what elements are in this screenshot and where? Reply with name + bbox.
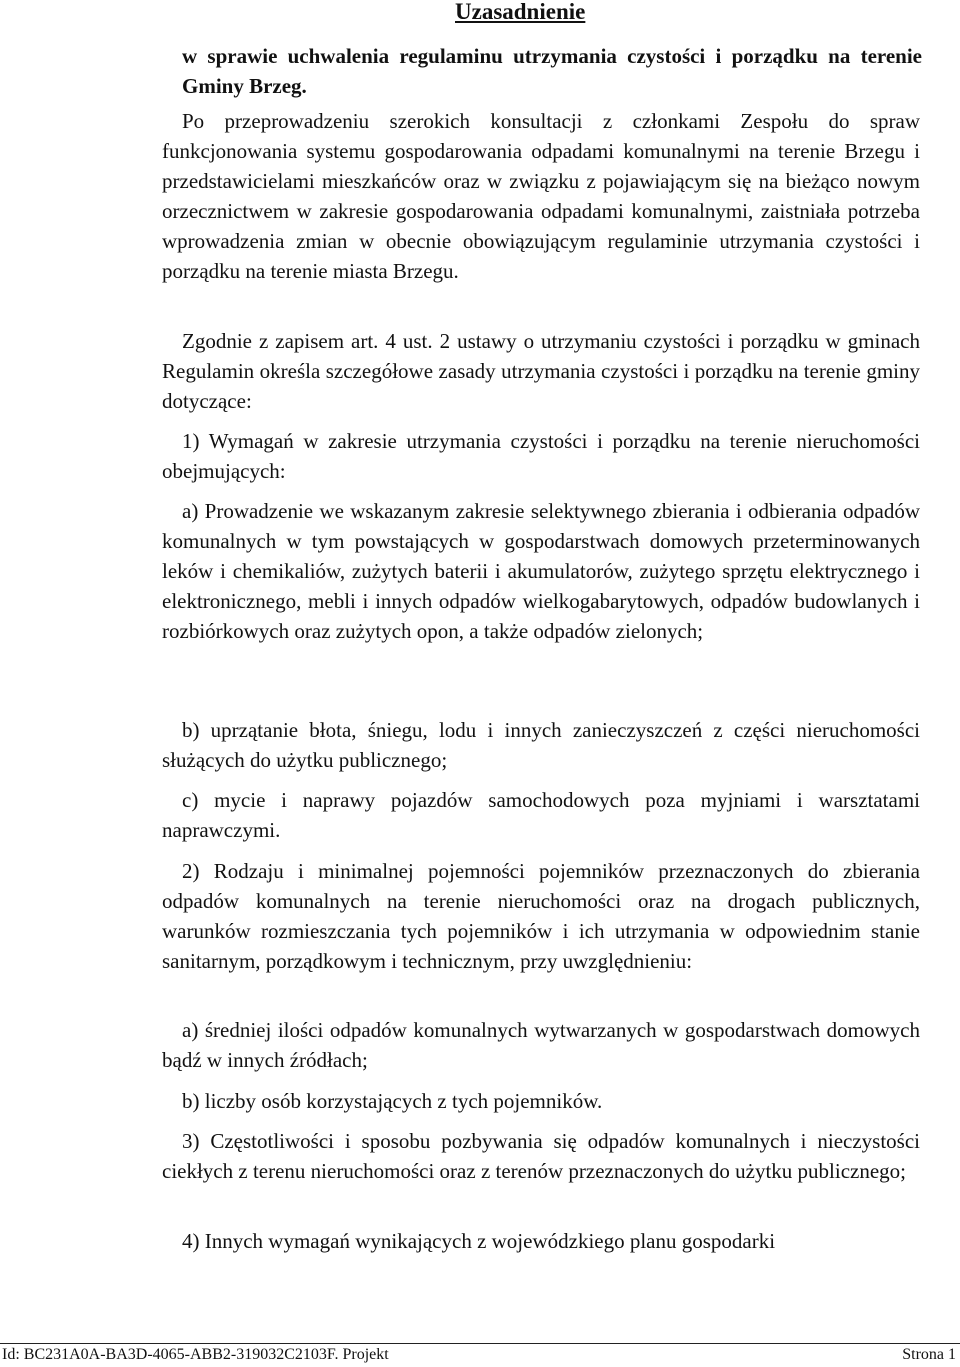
document-title: Uzasadnienie [455,0,586,24]
paragraph-item-3: 3) Częstotliwości i sposobu pozbywania się odpadów komunalnych i nieczystości ciekłych z terenu nieruchomości oraz z terenów przeznaczonych do użytku publicznego; [162,1129,920,1183]
paragraph-item-1b: b) uprzątanie błota, śniegu, lodu i innych zanieczyszczeń z części nieruchomości służących do użytku publicznego; [162,718,920,772]
footer-page-number: Strona 1 [902,1346,956,1363]
document-subtitle: w sprawie uchwalenia regulaminu utrzymania czystości i porządku na terenie Gminy Brzeg. [182,44,922,98]
paragraph-item-2: 2) Rodzaju i minimalnej pojemności pojemników przeznaczonych do zbierania odpadów komunalnych na terenie nieruchomości oraz na drogach publicznych, warunków rozmieszczania tych pojemników i ich utrzymania w odpowiednim stanie sanitarnym, porządkowym i technicznym, przy uwzględnieniu: [162,859,920,973]
footer-divider [0,1343,960,1344]
paragraph-item-1c: c) mycie i naprawy pojazdów samochodowych poza myjniami i warsztatami naprawczymi. [162,788,920,842]
paragraph-item-2b: b) liczby osób korzystających z tych pojemników. [182,1089,603,1113]
paragraph-intro: Po przeprowadzeniu szerokich konsultacji z członkami Zespołu do spraw funkcjonowania systemu gospodarowania odpadami komunalnymi na terenie Brzegu i przedstawicielami mieszkańców oraz w związku z pojawiającym się na bieżąco nowym orzecznictwem w zakresie gospodarowania odpadami komunalnymi, zaistniała potrzeba wprowadzenia zmian w obecnie obowiązującym regulaminie utrzymania czystości i porządku na terenie miasta Brzegu. [162,109,920,283]
paragraph-item-1: 1) Wymagań w zakresie utrzymania czystości i porządku na terenie nieruchomości obejmujących: [162,429,920,483]
paragraph-item-1a: a) Prowadzenie we wskazanym zakresie selektywnego zbierania i odbierania odpadów komunalnych w tym powstających w gospodarstwach domowych przeterminowanych leków i chemikaliów, zużytych baterii i akumulatorów, zużytego sprzętu elektrycznego i elektronicznego, mebli i innych odpadów wielkogabarytowych, odpadów budowlanych i rozbiórkowych oraz zużytych opon, a także odpadów zielonych; [162,499,920,643]
footer-document-id: Id: BC231A0A-BA3D-4065-ABB2-319032C2103F. Projekt [2,1346,389,1363]
paragraph-item-2a: a) średniej ilości odpadów komunalnych wytwarzanych w gospodarstwach domowych bądź w innych źródłach; [162,1018,920,1072]
paragraph-legal-basis: Zgodnie z zapisem art. 4 ust. 2 ustawy o utrzymaniu czystości i porządku w gminach Regulamin określa szczegółowe zasady utrzymania czystości i porządku na terenie gminy dotyczące: [162,329,920,413]
paragraph-item-4: 4) Innych wymagań wynikających z wojewódzkiego planu gospodarki [182,1229,776,1253]
